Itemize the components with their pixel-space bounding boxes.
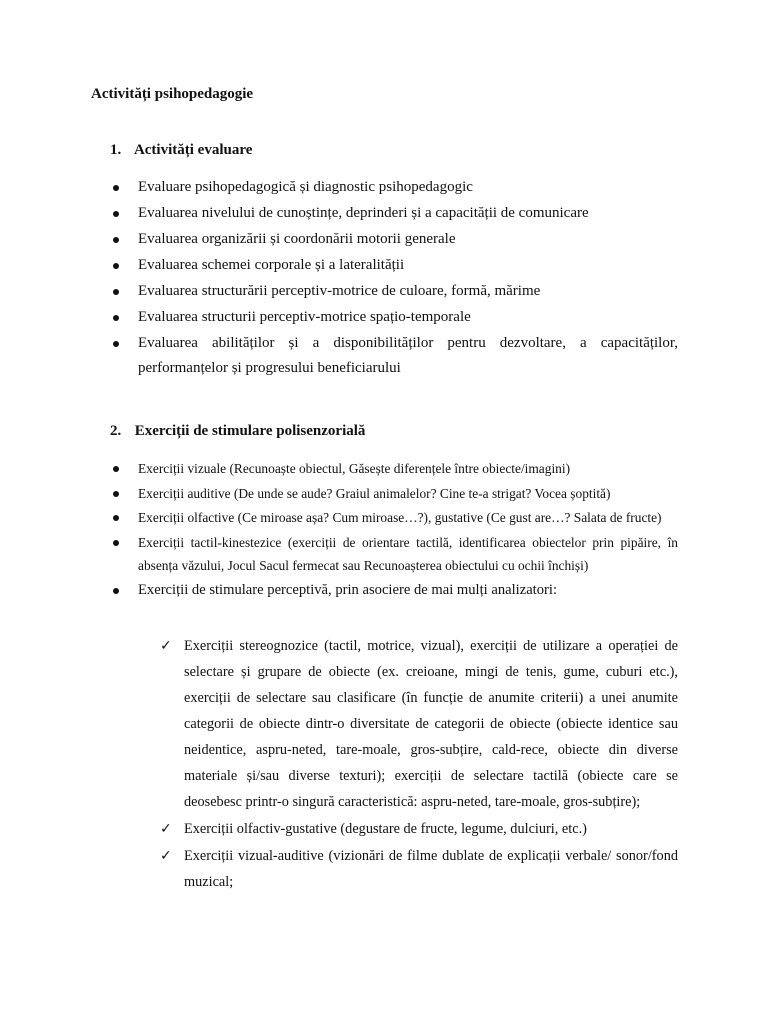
section-heading-evaluare [110,142,252,159]
bullet-icon [113,289,119,295]
list-item: ✓ Exerciții stereognozice (tactil, motrice, vizual), exerciții de utilizare a operației de selectare și grupare de obiecte (ex. creioane, mingi de tenis, gume, cuburi etc.), exerciții de selectare sau clasificare (în funcție de anumite criterii) a unei anumite categorii de obiecte dintr-o diversitate de categorii de obiecte (obiecte identice sau neidentice, aspru-neted, tare-moale, gros-subțire, cald-rece, obiecte din diverse materiale și/sau diverse texturi); exerciții de selectare tactilă (obiecte care se deosebesc printr-o singură caracteristică: aspru-neted, tare-moale, gros-subțire); [160,633,678,815]
list-item: Evaluarea structurii perceptiv-motrice spațio-temporale [110,305,678,330]
list-item: ✓ Exerciții olfactiv-gustative (degustare de fructe, legume, dulciuri, etc.) [160,816,678,842]
list-item: Exerciții tactil-kinestezice (exerciții de orientare tactilă, identificarea obiectelor prin pipăire, în absența văzului, Jocul Sacul fermecat sau Recunoașterea obiectului cu ochii închiși) [110,531,678,578]
list-item: Exerciții auditive (De unde se aude? Graiul animalelor? Cine te-a strigat? Vocea șoptită) [110,482,678,506]
bullet-icon [113,466,119,472]
checkmark-icon: ✓ [160,848,172,864]
bullet-icon [113,263,119,269]
section-number: 1. [110,142,122,158]
bullet-icon [113,540,119,546]
list-item: Evaluarea structurării perceptiv-motrice de culoare, formă, mărime [110,279,678,304]
bullet-icon [113,341,119,347]
bullet-icon [113,237,119,243]
list-item: Exerciții olfactive (Ce miroase așa? Cum miroase…?), gustative (Ce gust are…? Salata de fructe) [110,506,678,530]
list-item: Exerciții de stimulare perceptivă, prin asociere de mai mulți analizatori: [110,579,678,603]
list-item: Evaluarea schemei corporale și a lateralității [110,253,678,278]
checkmark-icon: ✓ [160,821,172,837]
bullet-icon [113,315,119,321]
checkmark-icon: ✓ [160,638,172,654]
list-item: Exerciții vizuale (Recunoaște obiectul, Găsește diferențele între obiecte/imagini) [110,457,678,481]
list-item: Evaluarea nivelului de cunoștințe, deprinderi și a capacității de comunicare [110,201,678,226]
stimulare-list [110,457,678,603]
bullet-icon [113,185,119,191]
list-item: Evaluarea abilităților și a disponibilităților pentru dezvoltare, a capacităților, performanțelor și progresului beneficiarului [110,331,678,381]
section-title: Activități evaluare [133,142,253,158]
list-item: Evaluare psihopedagogică și diagnostic psihopedagogic [110,175,678,200]
stimulare-sublist [160,633,678,896]
bullet-icon [113,588,119,594]
list-item: ✓ Exerciții vizual-auditive (vizionări de filme dublate de explicații verbale/ sonor/fond muzical; [160,843,678,895]
bullet-icon [113,515,119,521]
section-title: Exerciții de stimulare polisenzorială [134,423,366,439]
section-number: 2. [110,423,122,439]
section-heading-stimulare [110,423,365,440]
bullet-icon [113,211,119,217]
bullet-icon [113,491,119,497]
document-title: Activități psihopedagogie [91,86,254,102]
evaluare-list [110,175,678,382]
list-item: Evaluarea organizării și coordonării motorii generale [110,227,678,252]
